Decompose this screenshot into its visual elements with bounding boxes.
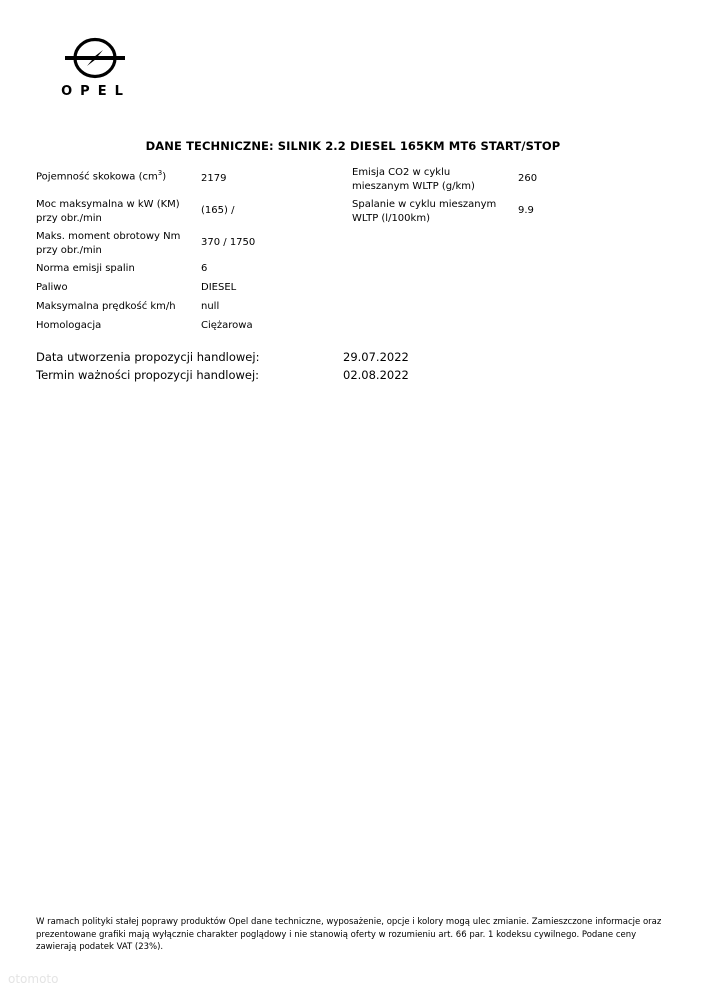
spec-value-co2: 260 <box>518 173 538 184</box>
offer-created-label: Data utworzenia propozycji handlowej: <box>36 350 260 364</box>
spec-value-homologation: Ciężarowa <box>201 320 253 331</box>
offer-expiry-value: 02.08.2022 <box>343 368 409 382</box>
opel-logo <box>60 36 132 99</box>
spec-value-max-speed: null <box>201 301 220 312</box>
offer-created-value: 29.07.2022 <box>343 350 409 364</box>
opel-blitz-icon <box>65 36 125 80</box>
offer-expiry-label: Termin ważności propozycji handlowej: <box>36 368 260 382</box>
spec-label-homologation: Homologacja <box>36 320 102 331</box>
spec-label-emission-norm: Norma emisji spalin <box>36 263 135 274</box>
spec-label-consumption: Spalanie w cyklu mieszanym WLTP (l/100km) <box>352 199 497 224</box>
document-title: DANE TECHNICZNE: SILNIK 2.2 DIESEL 165KM MT6 START/STOP <box>145 139 561 153</box>
spec-label-torque: Maks. moment obrotowy Nm przy obr./min <box>36 231 181 256</box>
spec-value-power: (165) / <box>201 205 235 216</box>
spec-label-co2: Emisja CO2 w cyklu mieszanym WLTP (g/km) <box>352 167 475 192</box>
spec-value-torque: 370 / 1750 <box>201 237 256 248</box>
spec-label-power: Moc maksymalna w kW (KM) przy obr./min <box>36 199 180 224</box>
spec-value-fuel: DIESEL <box>201 282 237 293</box>
watermark: otomoto <box>8 972 59 986</box>
spec-label-max-speed: Maksymalna prędkość km/h <box>36 301 176 312</box>
disclaimer-footer: W ramach polityki stałej poprawy produktów Opel dane techniczne, wyposażenie, opcje i kolory mogą ulec zmianie. Zamieszczone informacje oraz prezentowane grafiki mają wyłącznie charakter poglądowy i nie stanowią oferty w rozumieniu art. 66 par. 1 kodeksu cywilnego. Podane ceny zawierają podatek VAT (23%). <box>36 917 662 952</box>
spec-value-emission-norm: 6 <box>201 263 208 274</box>
spec-label-displacement: Pojemność skokowa $(cm^3)$ <box>36 169 167 183</box>
logo-text: OPEL <box>61 84 131 99</box>
spec-label-fuel: Paliwo <box>36 282 68 293</box>
spec-value-consumption: 9.9 <box>518 205 534 216</box>
spec-value-displacement: 2179 <box>201 173 227 184</box>
